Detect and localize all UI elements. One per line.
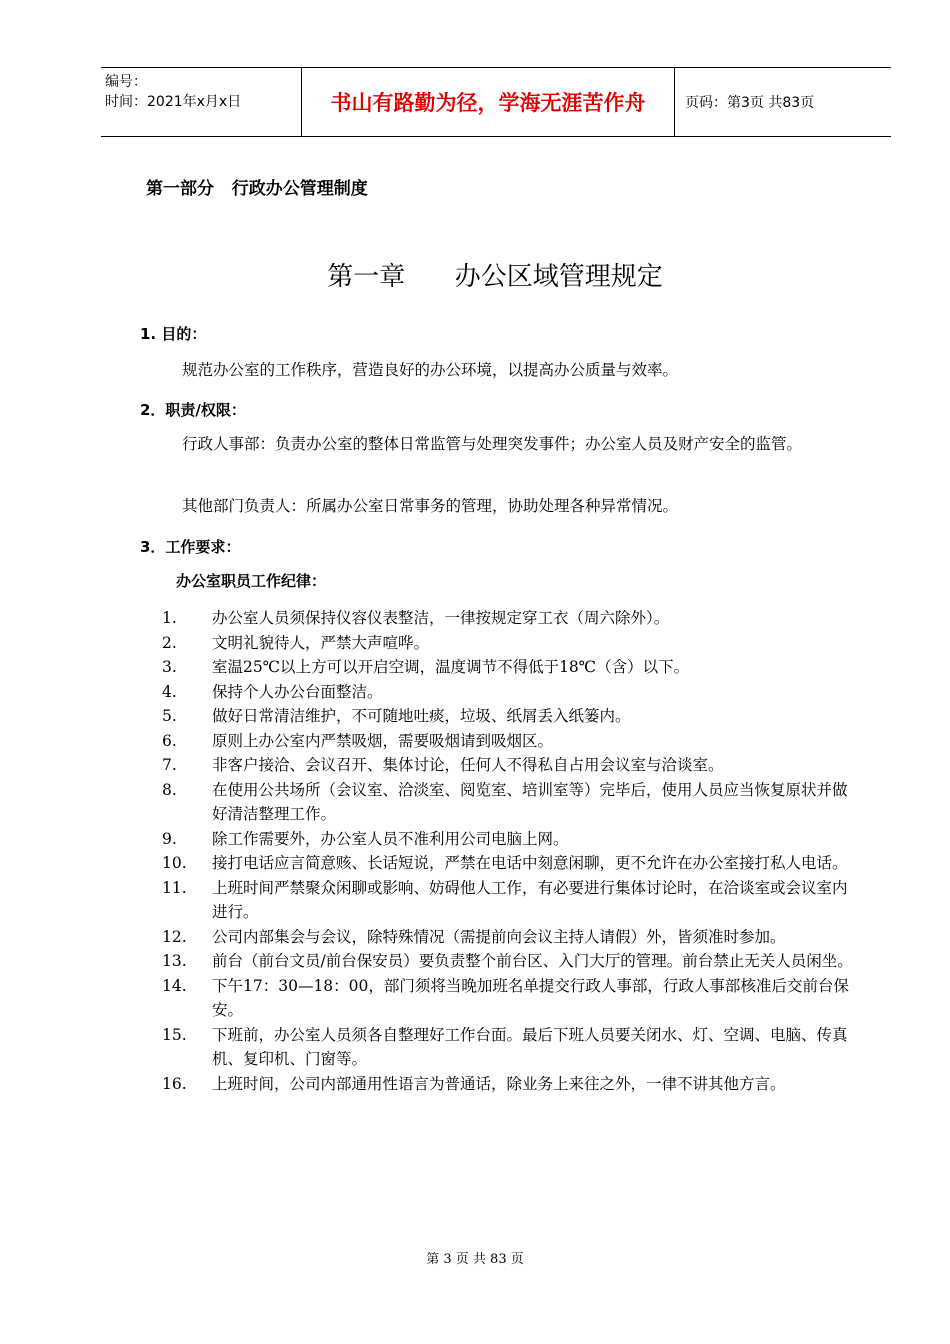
rule-number: 3.: [162, 658, 177, 676]
rule-text: 公司内部集会与会议，除特殊情况（需提前向会议主持人请假）外，皆须准时参加。: [212, 927, 786, 946]
rule-item: [162, 851, 854, 876]
rule-item: [162, 974, 854, 1023]
discipline-rules-list: [162, 606, 854, 1096]
rule-text: 做好日常清洁维护，不可随地吐痰，垃圾、纸屑丢入纸篓内。: [212, 707, 631, 725]
rule-number: 2.: [162, 633, 177, 652]
rule-item: [162, 606, 854, 631]
duty-text-departments: 其他部门负责人：所属办公室日常事务的管理，协助处理各种异常情况。: [182, 497, 679, 515]
header-motto: 书山有路勤为径，学海无涯苦作舟: [330, 91, 646, 115]
duty-heading: 2．职责/权限：: [140, 401, 246, 419]
rule-number: 14.: [162, 976, 187, 995]
header-page-info: 页码：第3页 共83页: [685, 95, 815, 111]
rule-number: 12.: [162, 927, 187, 946]
discipline-heading: 办公室职员工作纪律：: [176, 572, 327, 590]
rule-number: 16.: [162, 1074, 187, 1093]
chapter-title: 第一章 办公区域管理规定: [327, 262, 663, 292]
purpose-heading: 1. 目的：: [140, 325, 207, 343]
rule-item: [162, 1072, 854, 1097]
rule-text: 办公室人员须保持仪容仪表整洁，一律按规定穿工衣（周六除外）。: [212, 609, 670, 627]
rule-text: 前台（前台文员/前台保安员）要负责整个前台区、入门大厅的管理。前台禁止无关人员闲坐。: [212, 952, 853, 970]
rule-text: 文明礼貌待人，严禁大声喧哗。: [212, 633, 430, 652]
part-title: 第一部分 行政办公管理制度: [146, 179, 368, 199]
rule-item: [162, 704, 854, 729]
rule-number: 1.: [162, 609, 177, 627]
rule-text: 下午17：30—18：00，部门须将当晚加班名单提交行政人事部，行政人事部核准后交前台保安。: [212, 976, 849, 1019]
rule-item: [162, 778, 854, 827]
rule-number: 5.: [162, 707, 177, 725]
rule-item: [162, 753, 854, 778]
rule-text: 非客户接洽、会议召开、集体讨论，任何人不得私自占用会议室与洽谈室。: [212, 756, 724, 774]
rule-number: 7.: [162, 756, 177, 774]
rule-number: 9.: [162, 829, 177, 848]
rule-text: 接打电话应言简意赅、长话短说，严禁在电话中刻意闲聊，更不允许在办公室接打私人电话。: [212, 854, 848, 872]
rule-text: 上班时间严禁聚众闲聊或影响、妨碍他人工作，有必要进行集体讨论时，在洽谈室或会议室内进行。: [212, 878, 848, 921]
header-meta: [101, 68, 301, 136]
work-heading: 3．工作要求：: [140, 538, 241, 556]
document-number-label: 编号：: [105, 74, 147, 90]
rule-text: 原则上办公室内严禁吸烟，需要吸烟请到吸烟区。: [212, 731, 554, 750]
rule-number: 4.: [162, 682, 177, 701]
rule-text: 上班时间，公司内部通用性语言为普通话，除业务上来往之外，一律不讲其他方言。: [212, 1074, 786, 1093]
document-time-label: 时间：2021年x月x日: [105, 94, 242, 110]
header-motto-cell: [301, 68, 675, 136]
rule-number: 15.: [162, 1025, 187, 1044]
rule-text: 室温25℃以上方可以开启空调，温度调节不得低于18℃（含）以下。: [212, 658, 690, 676]
purpose-text: 规范办公室的工作秩序，营造良好的办公环境，以提高办公质量与效率。: [182, 361, 679, 379]
rule-item: [162, 631, 854, 656]
rule-item: [162, 949, 854, 974]
duty-text-admin: 行政人事部：负责办公室的整体日常监管与处理突发事件；办公室人员及财产安全的监管。: [182, 435, 803, 453]
rule-item: [162, 925, 854, 950]
rule-item: [162, 827, 854, 852]
rule-text: 下班前，办公室人员须各自整理好工作台面。最后下班人员要关闭水、灯、空调、电脑、传真机、复印机、门窗等。: [212, 1025, 848, 1068]
page-header: [101, 67, 891, 137]
rule-text: 在使用公共场所（会议室、洽淡室、阅览室、培训室等）完毕后，使用人员应当恢复原状并做好清洁整理工作。: [212, 780, 848, 823]
rule-item: [162, 680, 854, 705]
rule-item: [162, 876, 854, 925]
rule-number: 8.: [162, 780, 177, 799]
rule-number: 6.: [162, 731, 177, 750]
rule-text: 保持个人办公台面整洁。: [212, 682, 383, 701]
page-footer: 第 3 页 共 83 页: [426, 1252, 524, 1267]
rule-number: 11.: [162, 878, 187, 897]
rule-item: [162, 729, 854, 754]
rule-number: 10.: [162, 854, 187, 872]
rule-number: 13.: [162, 952, 187, 970]
rule-item: [162, 1023, 854, 1072]
rule-item: [162, 655, 854, 680]
rule-text: 除工作需要外，办公室人员不准利用公司电脑上网。: [212, 829, 569, 848]
